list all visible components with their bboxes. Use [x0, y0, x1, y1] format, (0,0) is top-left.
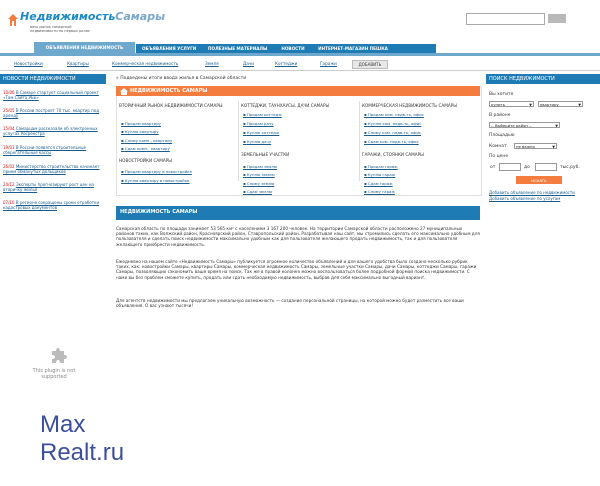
category-link[interactable]: ▪ Сдам гараж	[364, 181, 393, 186]
section-title: ГАРАЖИ, СТОЯНКИ САМАРЫ	[362, 152, 424, 157]
category-link[interactable]: ▪ Куплю квартиру в новостройке	[121, 178, 190, 183]
price-from-label: от	[490, 165, 496, 170]
category-link[interactable]: ▪ Сниму землю	[243, 181, 275, 186]
category-link[interactable]: ▪ Куплю землю	[243, 172, 275, 177]
area-label: Площадью	[489, 133, 515, 138]
nav-tab-realty-ads[interactable]: ОБЪЯВЛЕНИЯ НЕДВИЖИМОСТЬ	[45, 45, 124, 50]
news-link[interactable]: Министерство строительства начинает прием обманутых дольщиков	[3, 164, 100, 174]
add-service-ad-link[interactable]: Добавить объявление по услугам	[489, 196, 561, 201]
price-from-input[interactable]	[499, 163, 521, 171]
about-title: НЕДВИЖИМОСТЬ САМАРЫ	[120, 209, 198, 215]
news-item[interactable]	[3, 108, 108, 118]
nav-tab-shop[interactable]: ИНТЕРНЕТ-МАГАЗИН ПЕШКА	[318, 46, 388, 51]
categories-box-title: НЕДВИЖИМОСТЬ САМАРЫ	[130, 88, 208, 94]
house-icon	[120, 88, 128, 95]
category-link[interactable]: ▪ Сниму комн., квартиру	[121, 138, 173, 143]
news-date: 10/06	[3, 90, 15, 95]
district-label: В районе	[489, 113, 511, 118]
category-link[interactable]: ▪ Продам коттедж	[243, 112, 282, 117]
add-ad-button[interactable]: ДОБАВИТЬ	[352, 60, 388, 69]
category-link[interactable]: ▪ Продам квартиру в новостройке	[121, 169, 192, 174]
search-panel-header: ПОИСК НЕДВИЖИМОСТИ	[486, 74, 600, 84]
news-link[interactable]: В России построят 70 тыс. квартир под аренду	[3, 108, 100, 118]
plugin-unsupported-text: This plugin is not supported	[32, 368, 76, 380]
type-select[interactable]: квартиру ▼	[540, 102, 581, 107]
site-tagline: весь рынок самарской недвижимости на первых ролях	[30, 25, 90, 33]
watermark-line-2: Realt.ru	[40, 439, 125, 466]
action-select[interactable]: купить ▼	[491, 102, 532, 107]
subnav-commercial[interactable]: Коммерческая недвижимость	[112, 61, 179, 66]
find-button[interactable]: ИСКАТЬ	[516, 176, 562, 184]
chevron-down-icon: ▼	[529, 103, 532, 107]
news-link[interactable]: В регионе сокращены сроки отработки кадастровых документов	[3, 200, 100, 210]
nav-tab-services-ads[interactable]: ОБЪЯВЛЕНИЯ УСЛУГИ	[142, 46, 197, 51]
column-divider	[238, 101, 239, 181]
rooms-label: Комнат	[489, 144, 507, 149]
subnav-garages[interactable]: Гаражи	[320, 61, 337, 66]
search-button[interactable]	[548, 14, 566, 23]
about-paragraph: Для агентств недвижимости мы предлагаем уникальную возможность — создание персональной страницы, на которой можно будет разместить все ваши объявления. О вас узнают тысячи!	[116, 298, 464, 309]
rooms-select[interactable]: не важно ▼	[516, 144, 555, 149]
want-label: Вы хотите	[489, 92, 514, 97]
section-title: ВТОРИЧНЫЙ РЫНОК НЕДВИЖИМОСТИ САМАРЫ	[119, 103, 223, 108]
category-link[interactable]: ▪ Сдам комн., квартиру	[121, 146, 170, 151]
subnav-cottages[interactable]: Коттеджи	[275, 61, 298, 66]
category-link[interactable]: ▪ Куплю коттедж	[243, 130, 280, 135]
news-link[interactable]: Эксперты прогнозируют рост цен на вторичку жилья	[3, 182, 94, 192]
column-divider	[359, 101, 360, 181]
category-link[interactable]: ▪ Продам дачу	[243, 121, 274, 126]
about-paragraph: Самарская область по площади занимает 53 565 км² с населением 3 167 200 человек. На территории Самарской области расположено 27 муниципальных районов таких, как Волжский район, Красноярский район, Ставропольский район. Разрабатывая наш сайт, мы стремились сделать его максимально удобным для пользователя и сделать поиск недвижимости максимально удобным как для пользователя желающего продать недвижимость, так и для пользователя желающего приобрести недвижимость.	[116, 226, 480, 247]
puzzle-plugin-icon	[48, 345, 68, 365]
headline-text[interactable]: Подведены итоги ввода жилья в Самарской области	[120, 76, 247, 81]
category-link[interactable]: ▪ Продам гараж	[364, 164, 398, 169]
section-title: НОВОСТРОЙКИ САМАРЫ	[119, 158, 172, 163]
category-link[interactable]: ▪ Сдам ком. недв-ть, офис	[364, 139, 419, 144]
news-item[interactable]	[3, 145, 108, 155]
news-item[interactable]	[3, 90, 108, 100]
category-link[interactable]: ▪ Продам квартиру	[121, 121, 161, 126]
district-select[interactable]: -- Выберите район -- ▼	[491, 123, 558, 128]
nav-tab-materials[interactable]: ПОЛЕЗНЫЕ МАТЕРИАЛЫ	[208, 46, 268, 51]
subnav-dachas[interactable]: Дачи	[243, 61, 255, 66]
news-date: 07/10	[3, 200, 15, 205]
logo-house-icon	[8, 14, 18, 26]
news-item[interactable]	[3, 182, 108, 192]
news-header: НОВОСТИ НЕДВИЖИМОСТИ	[0, 74, 106, 84]
news-item[interactable]	[3, 200, 108, 210]
category-link[interactable]: ▪ Сниму гараж	[364, 189, 395, 194]
section-title: КОММЕРЧЕСКАЯ НЕДВИЖИМОСТЬ САМАРЫ	[362, 103, 457, 108]
sub-nav	[0, 58, 600, 71]
chevron-down-icon: ▼	[555, 124, 558, 128]
category-link[interactable]: ▪ Сдам землю	[243, 189, 272, 194]
chevron-down-icon: ▼	[578, 103, 581, 107]
about-paragraph: Ежедневно на нашем сайте «Недвижимость Самары» публикуется огромное количество объявлений и для вашего удобства было создано несколько рубрик таких, как: новостройки Самары, квартиры Самары, коммерческая недвижимость Самары, земельные участки Самары, дачи Самары, коттеджи Самары, гаражи Самары, позволяющих сэкономить ваше время на поиск. Так же в правой колонке можно воспользоваться более подробной формой поиска недвижимости. С нами вы без проблем сможете купить, продать или сдать необходимую недвижимость, выбрав для себя максимально выгодный вариант.	[116, 259, 477, 280]
price-to-input[interactable]	[535, 163, 557, 171]
news-date: 15/04	[3, 126, 15, 131]
category-link[interactable]: ▪ Куплю квартиру	[121, 129, 159, 134]
category-link[interactable]: ▪ Куплю дачу	[243, 139, 272, 144]
category-link[interactable]: ▪ Продам ком. недв-ть, офис	[364, 112, 424, 117]
main-nav-underline	[0, 53, 600, 56]
price-to-label: до	[524, 165, 530, 170]
chevron-down-icon: ▼	[552, 145, 555, 149]
news-date: 25/05	[3, 108, 15, 113]
news-link[interactable]: В России появятся строительные сберегательные кассы	[3, 145, 87, 155]
subnav-land[interactable]: Земля	[205, 61, 219, 66]
watermark-line-1: Max	[40, 411, 86, 438]
category-link[interactable]: ▪ Продам землю	[243, 164, 278, 169]
section-title: ЗЕМЕЛЬНЫЕ УЧАСТКИ	[241, 152, 290, 157]
subnav-new-buildings[interactable]: Новостройки	[14, 61, 43, 66]
news-link[interactable]: Самарцам рассказали об электронных услугах Росреестра	[3, 126, 98, 136]
price-label: По цене	[489, 154, 509, 159]
site-logo[interactable]: НедвижимостьСамары	[20, 10, 166, 23]
news-link[interactable]: В Самаре стартует социальный проект «Там Сайта РЕБ»	[3, 90, 99, 100]
currency-label: тыс.руб.	[560, 165, 580, 170]
news-item[interactable]	[3, 164, 108, 174]
news-date: 24/12	[3, 182, 15, 187]
news-date: 19/03	[3, 145, 15, 150]
headline-link[interactable]: » Подведены итоги ввода жилья в Самарской области	[116, 76, 247, 81]
news-date: 26/02	[3, 164, 15, 169]
category-link[interactable]: ▪ Куплю ком. недв-ть, офис	[364, 121, 422, 126]
subnav-apartments[interactable]: Квартиры	[67, 61, 89, 66]
category-link[interactable]: ▪ Куплю гараж	[364, 172, 396, 177]
nav-tab-news[interactable]: НОВОСТИ	[281, 46, 305, 51]
search-input[interactable]	[466, 13, 545, 25]
category-link[interactable]: ▪ Сниму ком. недв-ть, офис	[364, 130, 422, 135]
add-realty-ad-link[interactable]: Добавить объявление по недвижимости	[489, 190, 575, 195]
news-item[interactable]	[3, 126, 108, 136]
section-title: КОТТЕДЖИ, ТАУНХАУСЫ, ДАЧИ САМАРЫ	[241, 103, 330, 108]
